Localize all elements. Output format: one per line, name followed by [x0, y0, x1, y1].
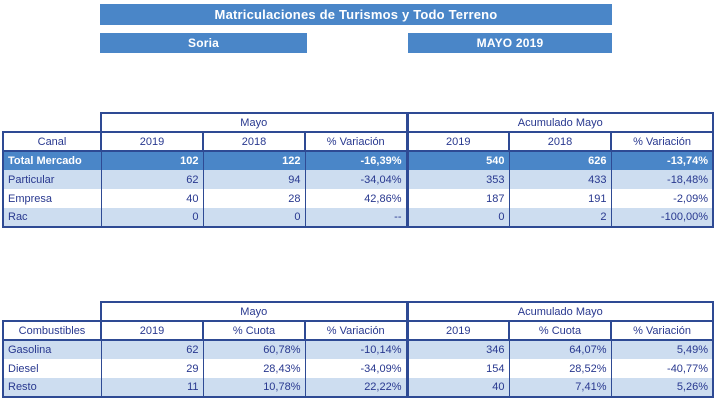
cell: -18,48%: [611, 170, 713, 189]
cell: 433: [509, 170, 611, 189]
row-label: Particular: [3, 170, 101, 189]
col-header-variacion: % Variación: [305, 321, 407, 340]
col-header-acum-2018: 2018: [509, 132, 611, 151]
table-row-diesel: [3, 359, 713, 378]
cell: 5,26%: [611, 378, 713, 397]
cell: 191: [509, 189, 611, 208]
table-row-resto: [3, 378, 713, 397]
cell: 7,41%: [509, 378, 611, 397]
cell: 40: [101, 189, 203, 208]
cell: -34,04%: [305, 170, 407, 189]
group-header-spacer: [3, 113, 101, 132]
col-header-acum-2019: 2019: [407, 132, 509, 151]
report-title: Matriculaciones de Turismos y Todo Terreno: [214, 7, 498, 22]
table-row-empresa: [3, 189, 713, 208]
cell: 94: [203, 170, 305, 189]
cell: 28,43%: [203, 359, 305, 378]
cell: 62: [101, 170, 203, 189]
column-header-row: [3, 132, 713, 151]
cell: 626: [509, 151, 611, 170]
cell: 22,22%: [305, 378, 407, 397]
col-header-canal: Canal: [3, 132, 101, 151]
cell: 62: [101, 340, 203, 359]
col-header-cuota: % Cuota: [203, 321, 305, 340]
cell: 353: [407, 170, 509, 189]
group-header-mayo: Mayo: [101, 113, 407, 132]
row-label: Empresa: [3, 189, 101, 208]
cell: -10,14%: [305, 340, 407, 359]
row-label: Total Mercado: [3, 151, 101, 170]
cell: 0: [203, 208, 305, 227]
cell: 40: [407, 378, 509, 397]
col-header-2018: 2018: [203, 132, 305, 151]
cell: 28: [203, 189, 305, 208]
col-header-combustibles: Combustibles: [3, 321, 101, 340]
col-header-2019: 2019: [101, 321, 203, 340]
cell: 28,52%: [509, 359, 611, 378]
cell: 64,07%: [509, 340, 611, 359]
cell: 29: [101, 359, 203, 378]
column-header-row: [3, 321, 713, 340]
cell: 5,49%: [611, 340, 713, 359]
cell: 42,86%: [305, 189, 407, 208]
cell: -100,00%: [611, 208, 713, 227]
cell: 154: [407, 359, 509, 378]
cell: 0: [101, 208, 203, 227]
cell: -13,74%: [611, 151, 713, 170]
col-header-acum-2019: 2019: [407, 321, 509, 340]
group-header-acumulado: Acumulado Mayo: [407, 113, 713, 132]
region-label: Soria: [187, 36, 219, 50]
cell: 60,78%: [203, 340, 305, 359]
col-header-2019: 2019: [101, 132, 203, 151]
cell: 2: [509, 208, 611, 227]
cell: 540: [407, 151, 509, 170]
table-row-rac: [3, 208, 713, 227]
cell: 122: [203, 151, 305, 170]
col-header-acum-cuota: % Cuota: [509, 321, 611, 340]
group-header-acumulado: Acumulado Mayo: [407, 302, 713, 321]
col-header-variacion: % Variación: [305, 132, 407, 151]
cell: -40,77%: [611, 359, 713, 378]
row-label: Gasolina: [3, 340, 101, 359]
cell: -34,09%: [305, 359, 407, 378]
table-row-gasolina: [3, 340, 713, 359]
row-label: Diesel: [3, 359, 101, 378]
report-title-banner: [100, 4, 612, 25]
group-header-mayo: Mayo: [101, 302, 407, 321]
table-row-total-mercado: [3, 151, 713, 170]
period-banner: [408, 33, 612, 53]
table-row-particular: [3, 170, 713, 189]
row-label: Resto: [3, 378, 101, 397]
cell: 187: [407, 189, 509, 208]
combustibles-table: [2, 301, 714, 398]
cell: 346: [407, 340, 509, 359]
col-header-acum-variacion: % Variación: [611, 321, 713, 340]
region-banner: [100, 33, 307, 53]
cell: --: [305, 208, 407, 227]
canal-table: [2, 112, 714, 228]
cell: -2,09%: [611, 189, 713, 208]
cell: 11: [101, 378, 203, 397]
cell: 10,78%: [203, 378, 305, 397]
group-header-spacer: [3, 302, 101, 321]
period-label: MAYO 2019: [476, 36, 544, 50]
group-header-row: [3, 302, 713, 321]
cell: -16,39%: [305, 151, 407, 170]
group-header-row: [3, 113, 713, 132]
col-header-acum-variacion: % Variación: [611, 132, 713, 151]
cell: 0: [407, 208, 509, 227]
row-label: Rac: [3, 208, 101, 227]
cell: 102: [101, 151, 203, 170]
